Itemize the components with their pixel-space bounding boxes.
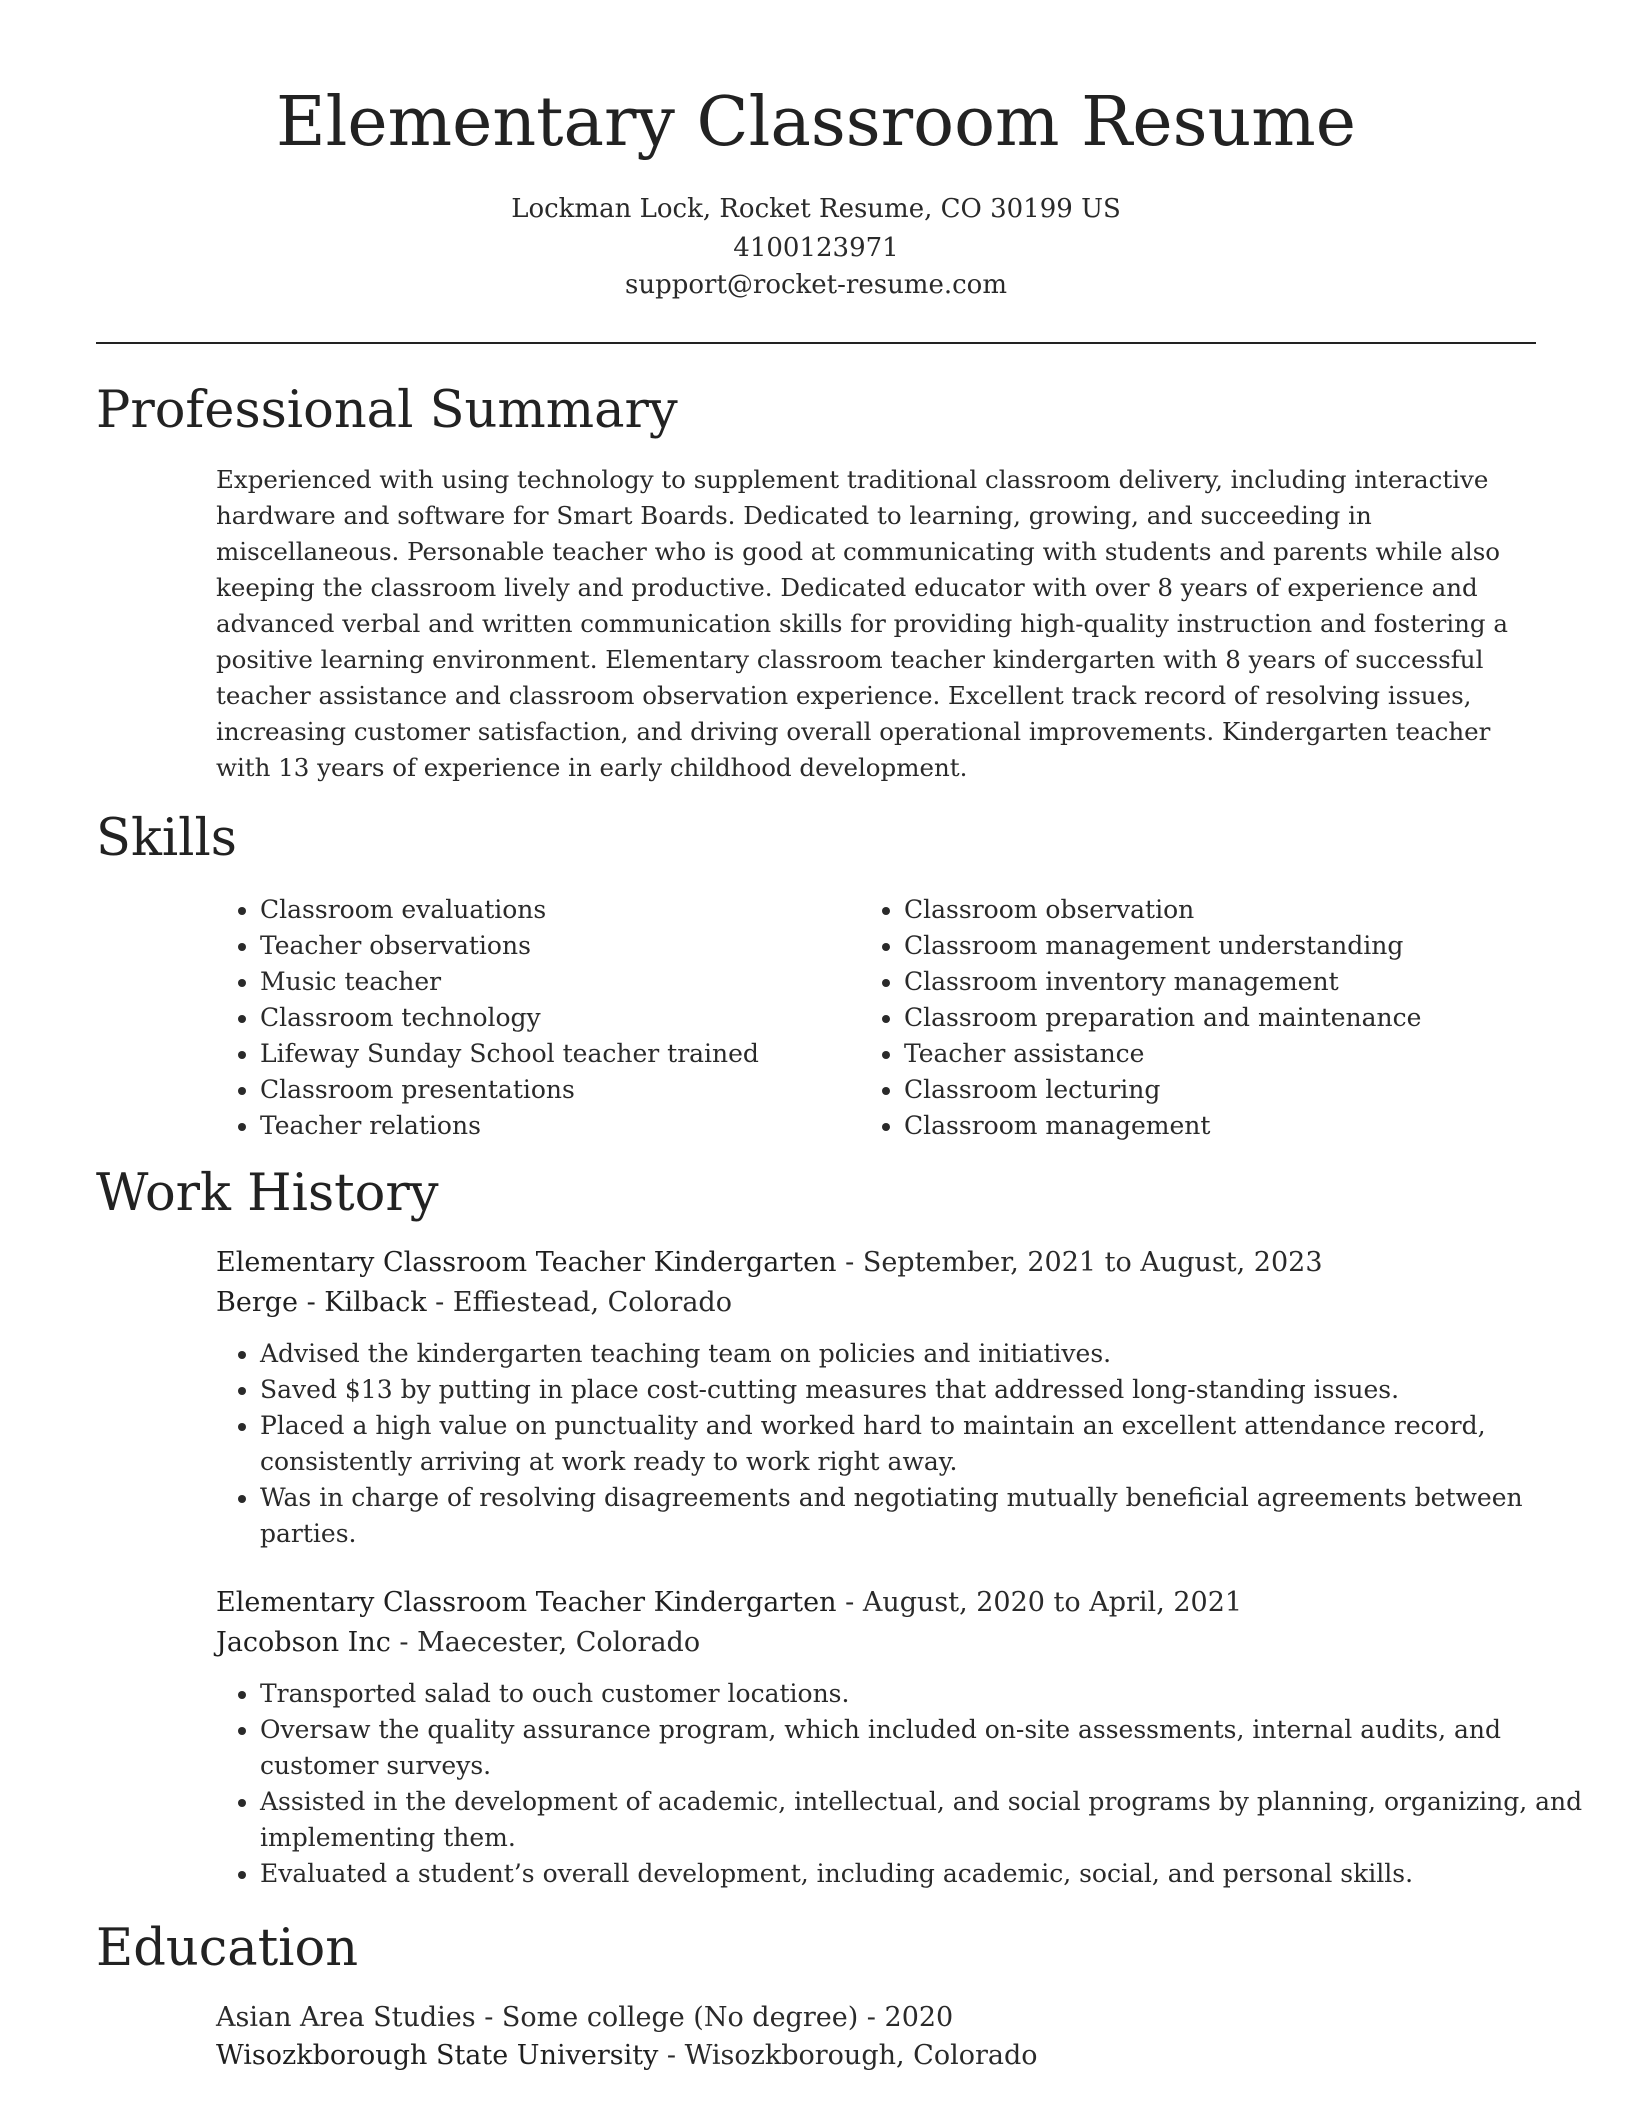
job-bullet: • Assisted in the development of academic, intellectual, and social programs by planning, organizing, and implementing them. — [260, 1784, 1600, 1856]
job-dates: - August, 2020 to April, 2021 — [836, 1587, 1243, 1618]
header-divider — [96, 342, 1536, 344]
summary-heading: Professional Summary — [96, 381, 678, 440]
skill-item: • Classroom technology — [260, 1000, 759, 1036]
contact-phone: 4100123971 — [733, 233, 899, 263]
work-heading: Work History — [96, 1164, 439, 1223]
job-company: Berge - Kilback — [216, 1287, 427, 1318]
job-bullet: • Transported salad to ouch customer locations. — [260, 1676, 1600, 1712]
skill-item: • Classroom lecturing — [904, 1072, 1421, 1108]
skill-item: • Classroom inventory management — [904, 964, 1421, 1000]
skills-heading: Skills — [96, 809, 237, 868]
job-bullet: • Placed a high value on punctuality and worked hard to maintain an excellent attendance record, consistently arriving at work ready to work right away. — [260, 1408, 1600, 1480]
job-company-line — [216, 1623, 700, 1663]
skills-list-left — [216, 892, 759, 1144]
skill-item: • Classroom management understanding — [904, 928, 1421, 964]
job-bullet: • Evaluated a student’s overall development, including academic, social, and personal skills. — [260, 1856, 1600, 1892]
skill-item: • Lifeway Sunday School teacher trained — [260, 1036, 759, 1072]
skill-item: • Teacher observations — [260, 928, 759, 964]
education-school: Wisozkborough State University — [216, 2040, 659, 2071]
skill-item: • Classroom preparation and maintenance — [904, 1000, 1421, 1036]
job-bullet: • Saved $13 by putting in place cost-cutting measures that addressed long-standing issues. — [260, 1372, 1600, 1408]
job-location: - Maecester, Colorado — [390, 1627, 701, 1658]
job-bullet: • Advised the kindergarten teaching team on policies and initiatives. — [260, 1336, 1600, 1372]
education-degree: Asian Area Studies - Some college (No degree) - 2020 — [216, 2002, 954, 2033]
job-company: Jacobson Inc — [216, 1627, 391, 1658]
skill-item: • Classroom management — [904, 1108, 1421, 1144]
contact-email: support@rocket-resume.com — [624, 270, 1007, 300]
job-title-line — [216, 1583, 1242, 1623]
job-location: - Effiestead, Colorado — [426, 1287, 732, 1318]
job-title: Elementary Classroom Teacher Kindergarten — [216, 1247, 837, 1278]
skills-list-right — [860, 892, 1421, 1144]
summary-text: Experienced with using technology to supplement traditional classroom delivery, including interactive hardware and software for Smart Boards. Dedicated to learning, growing, and succeeding in miscellaneous. Personable teacher who is good at communicating with students and parents while also keeping the classroom lively and productive. Dedicated educator with over 8 years of experience and advanced verbal and written communication skills for providing high-quality instruction and fostering a positive learning environment. Elementary classroom teacher kindergarten with 8 years of successful teacher assistance and classroom observation experience. Excellent track record of resolving issues, increasing customer satisfaction, and driving overall operational improvements. Kindergarten teacher with 13 years of experience in early childhood development. — [216, 465, 1508, 782]
job-bullet: • Oversaw the quality assurance program, which included on-site assessments, internal audits, and customer surveys. — [260, 1712, 1600, 1784]
skill-item: • Music teacher — [260, 964, 759, 1000]
job-bullets — [216, 1336, 1600, 1552]
education-heading: Education — [96, 1919, 359, 1978]
skill-item: • Classroom evaluations — [260, 892, 759, 928]
education-location: - Wisozkborough, Colorado — [658, 2040, 1038, 2071]
job-bullets — [216, 1676, 1600, 1892]
job-title-line — [216, 1243, 1323, 1283]
job-title: Elementary Classroom Teacher Kindergarten — [216, 1587, 837, 1618]
education-school-line — [216, 2036, 1038, 2076]
resume-title: Elementary Classroom Resume — [276, 83, 1356, 162]
job-dates: - September, 2021 to August, 2023 — [836, 1247, 1323, 1278]
skill-item: • Teacher assistance — [904, 1036, 1421, 1072]
contact-address: Lockman Lock, Rocket Resume, CO 30199 US — [511, 194, 1121, 224]
skill-item: • Teacher relations — [260, 1108, 759, 1144]
skill-item: • Classroom observation — [904, 892, 1421, 928]
job-bullet: • Was in charge of resolving disagreements and negotiating mutually beneficial agreements between parties. — [260, 1480, 1600, 1552]
skill-item: • Classroom presentations — [260, 1072, 759, 1108]
job-company-line — [216, 1283, 732, 1323]
